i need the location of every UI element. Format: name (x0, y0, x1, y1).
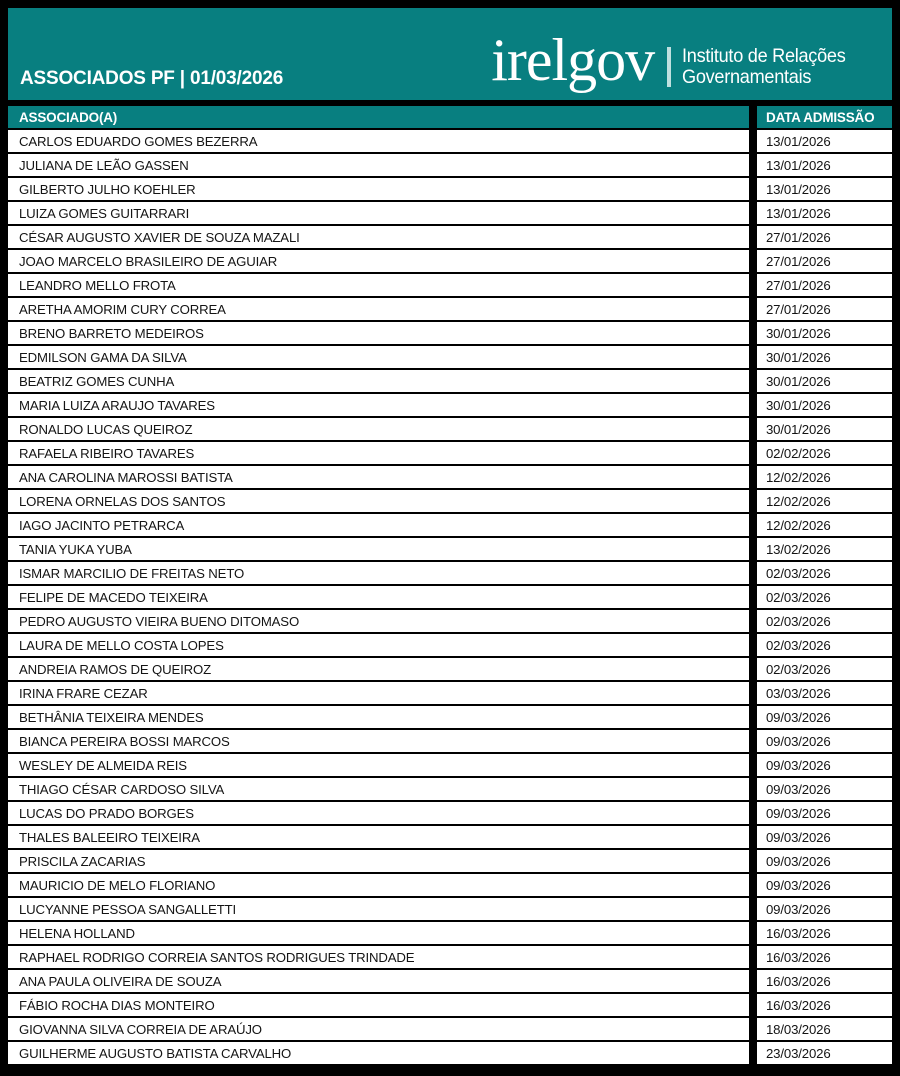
cell-associado-name: CÉSAR AUGUSTO XAVIER DE SOUZA MAZALI (8, 226, 749, 248)
cell-data-admissao: 09/03/2026 (757, 826, 892, 848)
page-title: ASSOCIADOS PF | 01/03/2026 (20, 68, 284, 89)
cell-data-admissao: 12/02/2026 (757, 514, 892, 536)
cell-associado-name: ARETHA AMORIM CURY CORREA (8, 298, 749, 320)
table-row (8, 922, 892, 944)
cell-data-admissao: 30/01/2026 (757, 346, 892, 368)
cell-associado-name: THALES BALEEIRO TEIXEIRA (8, 826, 749, 848)
cell-data-admissao: 27/01/2026 (757, 298, 892, 320)
logo-wordmark: irelgov (491, 26, 655, 93)
cell-associado-name: FELIPE DE MACEDO TEIXEIRA (8, 586, 749, 608)
cell-associado-name: LUCAS DO PRADO BORGES (8, 802, 749, 824)
cell-data-admissao: 30/01/2026 (757, 370, 892, 392)
cell-data-admissao: 02/03/2026 (757, 562, 892, 584)
table-row (8, 778, 892, 800)
table-row (8, 874, 892, 896)
cell-associado-name: RAFAELA RIBEIRO TAVARES (8, 442, 749, 464)
cell-associado-name: ANDREIA RAMOS DE QUEIROZ (8, 658, 749, 680)
logo-divider-icon (667, 47, 671, 87)
cell-data-admissao: 13/02/2026 (757, 538, 892, 560)
cell-associado-name: JOAO MARCELO BRASILEIRO DE AGUIAR (8, 250, 749, 272)
cell-associado-name: FÁBIO ROCHA DIAS MONTEIRO (8, 994, 749, 1016)
table-row (8, 658, 892, 680)
cell-data-admissao: 12/02/2026 (757, 490, 892, 512)
table-row (8, 706, 892, 728)
cell-data-admissao: 09/03/2026 (757, 898, 892, 920)
cell-associado-name: ANA CAROLINA MAROSSI BATISTA (8, 466, 749, 488)
table-row (8, 994, 892, 1016)
table-row (8, 1042, 892, 1064)
cell-associado-name: LUIZA GOMES GUITARRARI (8, 202, 749, 224)
cell-associado-name: BEATRIZ GOMES CUNHA (8, 370, 749, 392)
table-row (8, 442, 892, 464)
column-header-associado: ASSOCIADO(A) (8, 106, 749, 128)
table-row (8, 562, 892, 584)
cell-data-admissao: 18/03/2026 (757, 1018, 892, 1040)
cell-data-admissao: 03/03/2026 (757, 682, 892, 704)
associates-table (8, 106, 892, 1064)
table-row (8, 802, 892, 824)
cell-data-admissao: 27/01/2026 (757, 274, 892, 296)
cell-data-admissao: 13/01/2026 (757, 202, 892, 224)
table-row (8, 178, 892, 200)
cell-associado-name: GIOVANNA SILVA CORREIA DE ARAÚJO (8, 1018, 749, 1040)
logo-subtitle-line-2: Governamentais (682, 65, 812, 88)
cell-associado-name: THIAGO CÉSAR CARDOSO SILVA (8, 778, 749, 800)
table-row (8, 202, 892, 224)
cell-data-admissao: 09/03/2026 (757, 754, 892, 776)
cell-data-admissao: 16/03/2026 (757, 970, 892, 992)
cell-data-admissao: 30/01/2026 (757, 322, 892, 344)
cell-data-admissao: 16/03/2026 (757, 994, 892, 1016)
cell-associado-name: ANA PAULA OLIVEIRA DE SOUZA (8, 970, 749, 992)
cell-associado-name: HELENA HOLLAND (8, 922, 749, 944)
table-row (8, 466, 892, 488)
cell-associado-name: CARLOS EDUARDO GOMES BEZERRA (8, 130, 749, 152)
table-row (8, 346, 892, 368)
table-row (8, 298, 892, 320)
irelgov-logo (491, 26, 892, 100)
cell-data-admissao: 30/01/2026 (757, 394, 892, 416)
table-row (8, 850, 892, 872)
cell-data-admissao: 23/03/2026 (757, 1042, 892, 1064)
cell-data-admissao: 27/01/2026 (757, 250, 892, 272)
cell-data-admissao: 02/03/2026 (757, 658, 892, 680)
report-header (8, 8, 892, 100)
cell-associado-name: RAPHAEL RODRIGO CORREIA SANTOS RODRIGUES TRINDADE (8, 946, 749, 968)
column-header-data-admissao: DATA ADMISSÃO (757, 106, 892, 128)
cell-associado-name: GUILHERME AUGUSTO BATISTA CARVALHO (8, 1042, 749, 1064)
cell-data-admissao: 16/03/2026 (757, 922, 892, 944)
logo-subtitle-line-1: Instituto de Relações (682, 44, 846, 67)
table-row (8, 946, 892, 968)
cell-data-admissao: 02/03/2026 (757, 634, 892, 656)
cell-associado-name: PRISCILA ZACARIAS (8, 850, 749, 872)
cell-associado-name: LAURA DE MELLO COSTA LOPES (8, 634, 749, 656)
cell-associado-name: PEDRO AUGUSTO VIEIRA BUENO DITOMASO (8, 610, 749, 632)
cell-associado-name: BETHÂNIA TEIXEIRA MENDES (8, 706, 749, 728)
table-row (8, 490, 892, 512)
table-row (8, 274, 892, 296)
cell-associado-name: IRINA FRARE CEZAR (8, 682, 749, 704)
cell-data-admissao: 09/03/2026 (757, 874, 892, 896)
cell-data-admissao: 09/03/2026 (757, 706, 892, 728)
table-row (8, 1018, 892, 1040)
table-row (8, 682, 892, 704)
table-row (8, 586, 892, 608)
cell-associado-name: LORENA ORNELAS DOS SANTOS (8, 490, 749, 512)
table-row (8, 634, 892, 656)
table-row (8, 418, 892, 440)
cell-associado-name: MARIA LUIZA ARAUJO TAVARES (8, 394, 749, 416)
table-row (8, 754, 892, 776)
table-row (8, 226, 892, 248)
logo-subtitle (682, 41, 846, 88)
table-row (8, 130, 892, 152)
table-row (8, 730, 892, 752)
table-row (8, 370, 892, 392)
cell-associado-name: GILBERTO JULHO KOEHLER (8, 178, 749, 200)
table-row (8, 514, 892, 536)
cell-data-admissao: 02/02/2026 (757, 442, 892, 464)
cell-associado-name: WESLEY DE ALMEIDA REIS (8, 754, 749, 776)
cell-associado-name: LEANDRO MELLO FROTA (8, 274, 749, 296)
table-row (8, 610, 892, 632)
cell-associado-name: MAURICIO DE MELO FLORIANO (8, 874, 749, 896)
table-row (8, 322, 892, 344)
cell-data-admissao: 12/02/2026 (757, 466, 892, 488)
cell-associado-name: LUCYANNE PESSOA SANGALLETTI (8, 898, 749, 920)
cell-associado-name: BRENO BARRETO MEDEIROS (8, 322, 749, 344)
cell-associado-name: BIANCA PEREIRA BOSSI MARCOS (8, 730, 749, 752)
cell-data-admissao: 13/01/2026 (757, 154, 892, 176)
cell-data-admissao: 16/03/2026 (757, 946, 892, 968)
table-body (8, 130, 892, 1064)
cell-data-admissao: 09/03/2026 (757, 778, 892, 800)
table-row (8, 154, 892, 176)
table-row (8, 538, 892, 560)
cell-associado-name: TANIA YUKA YUBA (8, 538, 749, 560)
cell-associado-name: RONALDO LUCAS QUEIROZ (8, 418, 749, 440)
cell-data-admissao: 09/03/2026 (757, 802, 892, 824)
table-row (8, 970, 892, 992)
table-row (8, 250, 892, 272)
cell-data-admissao: 02/03/2026 (757, 610, 892, 632)
cell-data-admissao: 13/01/2026 (757, 130, 892, 152)
cell-data-admissao: 30/01/2026 (757, 418, 892, 440)
table-row (8, 394, 892, 416)
cell-data-admissao: 13/01/2026 (757, 178, 892, 200)
cell-data-admissao: 02/03/2026 (757, 586, 892, 608)
cell-associado-name: JULIANA DE LEÃO GASSEN (8, 154, 749, 176)
table-row (8, 826, 892, 848)
cell-associado-name: EDMILSON GAMA DA SILVA (8, 346, 749, 368)
cell-associado-name: IAGO JACINTO PETRARCA (8, 514, 749, 536)
cell-data-admissao: 09/03/2026 (757, 730, 892, 752)
cell-data-admissao: 27/01/2026 (757, 226, 892, 248)
table-row (8, 898, 892, 920)
table-header-row (8, 106, 892, 128)
cell-associado-name: ISMAR MARCILIO DE FREITAS NETO (8, 562, 749, 584)
cell-data-admissao: 09/03/2026 (757, 850, 892, 872)
